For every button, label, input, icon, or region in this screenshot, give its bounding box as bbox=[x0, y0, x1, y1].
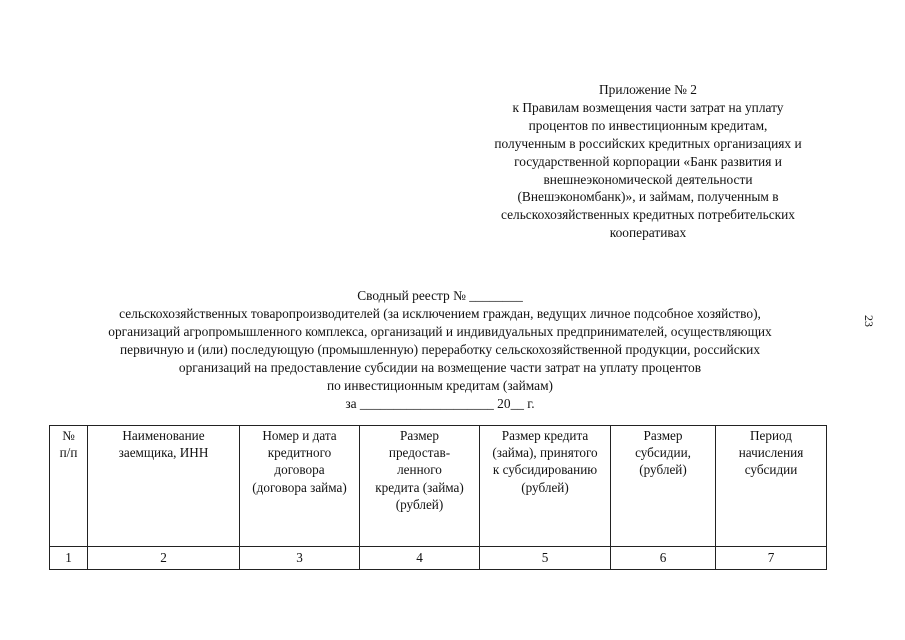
column-number-cell: 7 bbox=[716, 547, 827, 570]
registry-line: по инвестиционным кредитам (займам) bbox=[326, 378, 554, 393]
column-number-cell: 3 bbox=[240, 547, 360, 570]
appendix-line: (Внешэкономбанк)», и займам, полученным в bbox=[517, 189, 779, 205]
header-cell-subsidized-amount: Размер кредита (займа), принятого к субсидированию (рублей) bbox=[480, 426, 611, 547]
appendix-line: государственной корпорации «Банк развития и bbox=[514, 153, 782, 169]
appendix-line: к Правилам возмещения части затрат на уплату bbox=[512, 99, 784, 115]
appendix-line: полученным в российских кредитных организациях и bbox=[494, 135, 802, 151]
header-cell-borrower: Наименование заемщика, ИНН bbox=[88, 426, 240, 547]
registry-line: сельскохозяйственных товаропроизводителей (за исключением граждан, ведущих личное подсобное хозяйство), bbox=[119, 306, 761, 321]
column-number-cell: 5 bbox=[480, 547, 611, 570]
header-cell-number: № п/п bbox=[50, 426, 88, 547]
registry-line: организаций агропромышленного комплекса, организаций и индивидуальных предпринимателей, осуществляющих bbox=[108, 324, 772, 339]
appendix-line: процентов по инвестиционным кредитам, bbox=[528, 117, 768, 133]
column-number-cell: 6 bbox=[611, 547, 716, 570]
registry-line: за ____________________ 20__ г. bbox=[345, 396, 535, 411]
header-cell-loan-amount: Размер предостав- ленного кредита (займа) (рублей) bbox=[360, 426, 480, 547]
appendix-line: внешнеэкономической деятельности bbox=[543, 171, 753, 187]
appendix-line: Приложение № 2 bbox=[598, 82, 698, 97]
registry-title bbox=[40, 287, 840, 413]
page-number: 23 bbox=[862, 315, 876, 327]
header-cell-period: Период начисления субсидии bbox=[716, 426, 827, 547]
registry-line: организаций на предоставление субсидии на возмещение части затрат на уплату процентов bbox=[178, 360, 702, 375]
registry-line: первичную и (или) последующую (промышленную) переработку сельскохозяйственной продукции, российских bbox=[119, 342, 761, 357]
registry-line: Сводный реестр № ________ bbox=[357, 288, 523, 303]
column-number-cell: 1 bbox=[50, 547, 88, 570]
column-number-cell: 2 bbox=[88, 547, 240, 570]
table-number-row bbox=[50, 547, 827, 570]
appendix-line: кооперативах bbox=[609, 225, 687, 241]
appendix-line: сельскохозяйственных кредитных потребительских bbox=[500, 207, 796, 223]
header-cell-contract: Номер и дата кредитного договора (договора займа) bbox=[240, 426, 360, 547]
registry-table bbox=[49, 425, 827, 570]
column-number-cell: 4 bbox=[360, 547, 480, 570]
appendix-header bbox=[468, 81, 828, 242]
header-cell-subsidy: Размер субсидии, (рублей) bbox=[611, 426, 716, 547]
table-header-row bbox=[50, 426, 827, 547]
